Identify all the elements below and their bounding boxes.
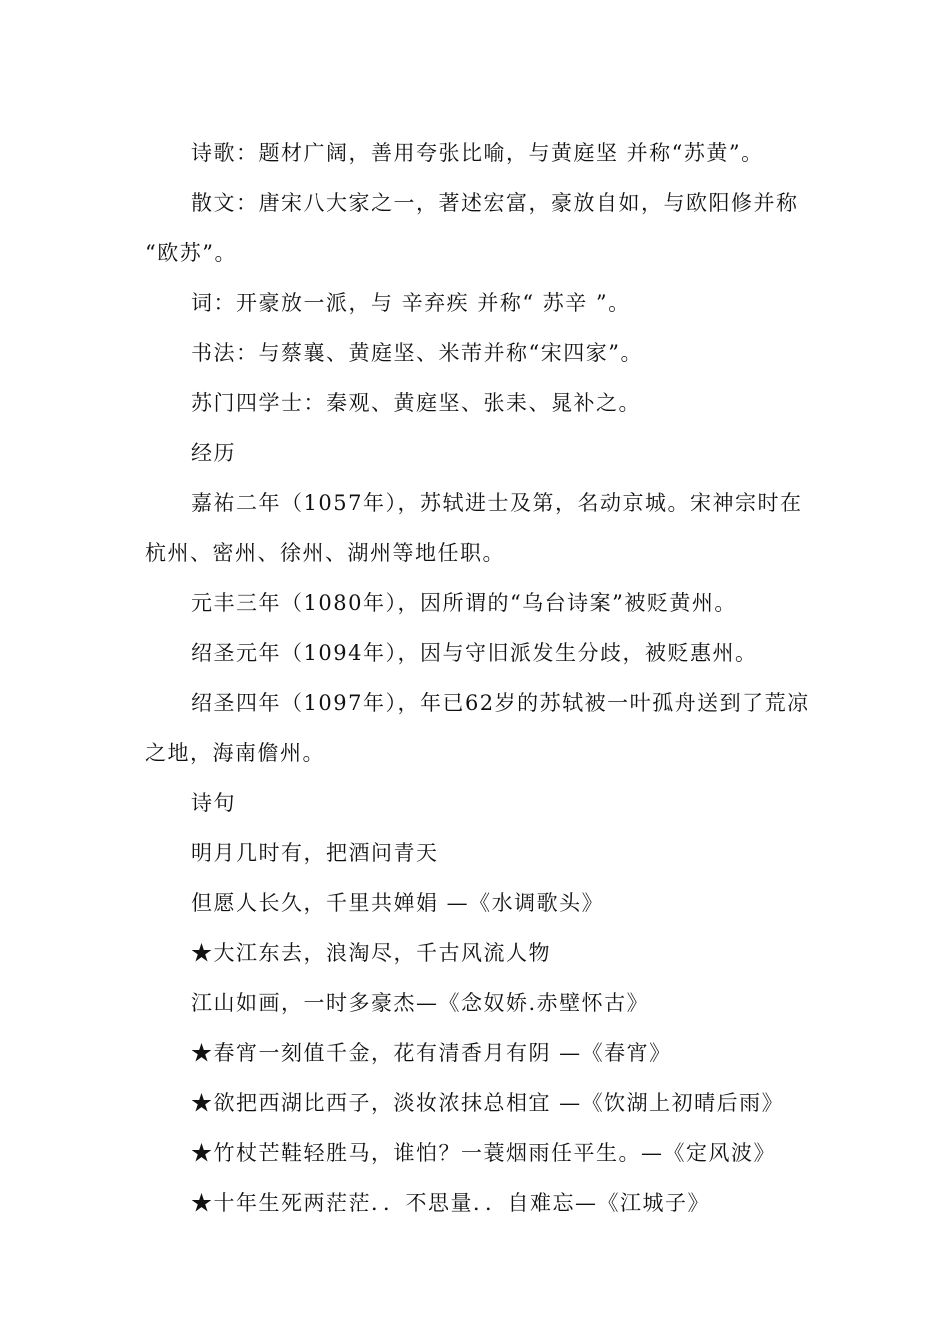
paragraph-four-scholars: 苏门四学士：秦观、黄庭坚、张耒、晁补之。 [191, 391, 641, 415]
verse-line: 明月几时有，把酒问青天 [191, 841, 439, 865]
paragraph-shaosheng-4-cont: 之地，海南儋州。 [145, 741, 325, 765]
paragraph-calligraphy: 书法：与蔡襄、黄庭坚、米芾并称“宋四家”。 [191, 341, 643, 365]
verse-line: ★竹杖芒鞋轻胜马，谁怕？一蓑烟雨任平生。—《定风波》 [191, 1141, 776, 1165]
document-body [145, 128, 810, 1228]
verse-line: ★大江东去，浪淘尽，千古风流人物 [191, 941, 551, 965]
verse-line: ★十年生死两茫茫．．不思量．．自难忘—《江城子》 [191, 1191, 710, 1215]
paragraph-shaosheng-4: 绍圣四年（1097年），年已62岁的苏轼被一叶孤舟送到了荒凉 [191, 691, 810, 715]
paragraph-prose-cont: “欧苏”。 [145, 241, 237, 265]
paragraph-yuanfeng: 元丰三年（1080年），因所谓的“乌台诗案”被贬黄州。 [191, 591, 737, 615]
paragraph-jiayou: 嘉祐二年（1057年），苏轼进士及第，名动京城。宋神宗时在 [191, 491, 803, 515]
paragraph-prose: 散文：唐宋八大家之一，著述宏富，豪放自如，与欧阳修并称 [191, 191, 799, 215]
verse-line: 江山如画，一时多豪杰—《念奴娇.赤壁怀古》 [191, 991, 650, 1015]
verse-line: ★春宵一刻值千金，花有清香月有阴 —《春宵》 [191, 1041, 672, 1065]
paragraph-ci: 词：开豪放一派，与 辛弃疾 并称“ 苏辛 ”。 [191, 291, 631, 315]
paragraph-shaosheng-1: 绍圣元年（1094年），因与守旧派发生分歧，被贬惠州。 [191, 641, 758, 665]
paragraph-jiayou-cont: 杭州、密州、徐州、湖州等地任职。 [145, 541, 505, 565]
verse-line: 但愿人长久，千里共婵娟 —《水调歌头》 [191, 891, 605, 915]
verse-line: ★欲把西湖比西子，淡妆浓抹总相宜 —《饮湖上初晴后雨》 [191, 1091, 785, 1115]
paragraph-poetry: 诗歌：题材广阔，善用夸张比喻，与黄庭坚 并称“苏黄”。 [191, 141, 764, 165]
section-heading-verses: 诗句 [191, 791, 236, 815]
section-heading-experience: 经历 [191, 441, 236, 465]
